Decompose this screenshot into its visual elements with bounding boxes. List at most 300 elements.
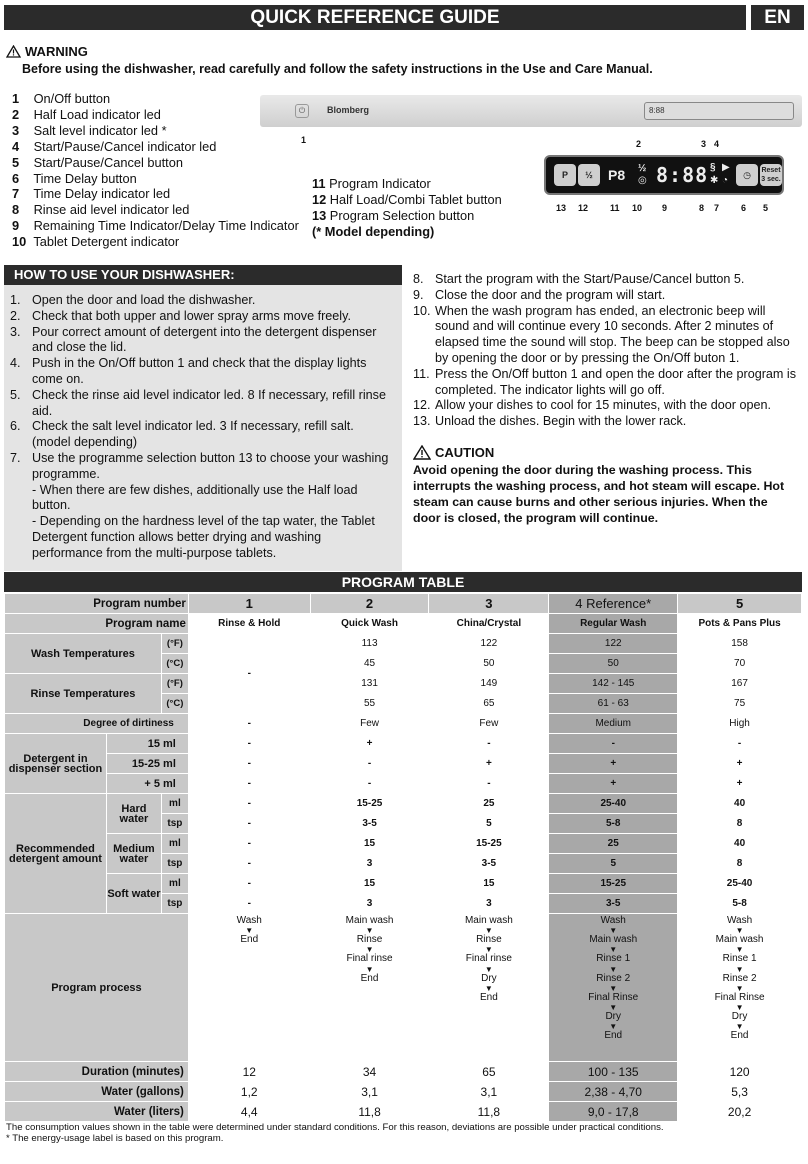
delay-led-icon: ◔ — [722, 175, 729, 186]
legend-number: 6 — [12, 170, 20, 186]
howto-step — [413, 288, 803, 304]
process-step: Rinse 1 — [596, 953, 631, 965]
legend-text: Time Delay button — [33, 170, 137, 186]
power-icon: ⏻ — [295, 104, 309, 118]
legend-text: Start/Pause/Cancel indicator led — [33, 138, 217, 154]
warning-text: Before using the dishwasher, read carefully and follow the safety instructions in the Use and Care Manual. — [22, 62, 653, 76]
legend-number: 4 — [12, 138, 20, 154]
step-text: Check the rinse aid level indicator led. 8 If necessary, refill rinse aid. — [32, 387, 386, 418]
table-cell: Program number — [5, 594, 189, 614]
table-row — [5, 594, 802, 614]
table-cell: 15-25 — [310, 794, 429, 814]
process-step: Main wash — [464, 915, 513, 926]
table-cell: - — [188, 834, 310, 854]
legend-number: 5 — [12, 154, 20, 170]
table-cell: 50 — [549, 654, 678, 674]
table-cell: 3 — [429, 594, 549, 614]
step-text: Unload the dishes. Begin with the lower rack. — [435, 414, 687, 429]
display-illustration — [544, 155, 784, 195]
table-row — [5, 674, 802, 694]
down-arrow-icon: ▼ — [735, 926, 744, 936]
step-number: 1. — [10, 293, 21, 307]
table-cell: 5 — [429, 814, 549, 834]
table-cell: - — [188, 774, 310, 794]
table-row — [5, 614, 802, 634]
table-cell: 122 — [549, 634, 678, 654]
footnote-1: The consumption values shown in the table were determined under standard conditions. For this reason, deviations are possible under practical conditions. — [6, 1122, 664, 1133]
legend-text: Half Load indicator led — [33, 106, 161, 122]
table-cell: 15 ml — [106, 734, 188, 754]
caution-title — [413, 445, 494, 460]
callout-11: 11 — [610, 203, 620, 213]
legend-number: 3 — [12, 122, 20, 138]
table-cell: 3-5 — [549, 894, 678, 914]
table-row — [5, 834, 802, 854]
table-cell: 15 — [310, 874, 429, 894]
time-digits: 8:88 — [656, 163, 709, 187]
table-cell: High — [678, 714, 802, 734]
step-number: 13. — [413, 414, 431, 429]
table-cell: 120 — [678, 1062, 802, 1082]
table-cell: - — [188, 714, 310, 734]
step-text: Allow your dishes to cool for 15 minutes, with the door open. — [435, 398, 772, 413]
mini-display — [644, 102, 794, 120]
table-cell: 65 — [429, 1062, 549, 1082]
legend-item — [12, 171, 299, 187]
table-cell: 65 — [429, 694, 549, 714]
program-process-cell — [310, 914, 429, 1062]
legend-item — [312, 192, 502, 208]
callout-2: 2 — [636, 139, 642, 149]
table-cell: (°C) — [161, 654, 188, 674]
step-number: 5. — [10, 387, 21, 402]
step-number: 7. — [10, 450, 21, 465]
process-step: End — [604, 1030, 623, 1042]
process-step: Wash — [726, 915, 753, 926]
table-cell: - — [188, 794, 310, 814]
table-cell: 20,2 — [678, 1102, 802, 1122]
table-cell: + — [310, 734, 429, 754]
callout-5: 5 — [763, 203, 769, 213]
language-badge: EN — [751, 5, 804, 30]
table-cell: - — [188, 814, 310, 834]
howto-step — [413, 272, 803, 288]
table-cell: Duration (minutes) — [5, 1062, 189, 1082]
legend-list-2 — [312, 176, 502, 240]
step-number: 3. — [10, 324, 21, 339]
table-cell: 167 — [678, 674, 802, 694]
step-text: - Depending on the hardness level of the tap water, the Tablet Detergent function allows better drying and washing performance from the multi-purpose tablets. — [32, 514, 375, 560]
warning-label: WARNING — [25, 44, 88, 59]
table-cell: 1,2 — [188, 1082, 310, 1102]
table-cell: + — [429, 754, 549, 774]
legend-text: Half Load/Combi Tablet button — [329, 191, 502, 207]
callout-1: 1 — [301, 135, 307, 145]
table-cell: 8 — [678, 854, 802, 874]
process-step: Final Rinse — [714, 991, 765, 1003]
down-arrow-icon: ▼ — [365, 945, 374, 955]
table-cell: 25-40 — [549, 794, 678, 814]
table-cell: 100 - 135 — [549, 1062, 678, 1082]
process-step: End — [240, 934, 259, 946]
table-cell: Rinse Temperatures — [5, 674, 162, 714]
table-cell: 3-5 — [429, 854, 549, 874]
table-cell: (°C) — [161, 694, 188, 714]
caution-triangle-icon — [413, 445, 431, 460]
table-cell: 9,0 - 17,8 — [549, 1102, 678, 1122]
table-cell: - — [188, 854, 310, 874]
table-cell: - — [188, 634, 310, 714]
process-step: Final rinse — [465, 953, 512, 965]
step-text: Use the programme selection button 13 to choose your washing programme. — [32, 450, 389, 481]
table-row — [5, 634, 802, 654]
table-cell: China/Crystal — [429, 614, 549, 634]
legend-item — [312, 176, 502, 192]
legend-text: Program Indicator — [329, 176, 431, 191]
legend-item — [12, 202, 299, 218]
control-panel-illustration — [260, 95, 802, 127]
table-cell: 40 — [678, 794, 802, 814]
table-cell: 131 — [310, 674, 429, 694]
legend-text: Start/Pause/Cancel button — [33, 154, 183, 170]
table-cell: 3 — [429, 894, 549, 914]
table-cell: 5-8 — [678, 894, 802, 914]
process-step: Dry — [481, 972, 497, 984]
table-cell: 75 — [678, 694, 802, 714]
table-row — [5, 734, 802, 754]
table-cell: Quick Wash — [310, 614, 429, 634]
callout-10: 10 — [632, 203, 643, 213]
callout-4: 4 — [714, 139, 720, 149]
step-text: Check that both upper and lower spray arms move freely. — [32, 308, 351, 323]
warning-title — [6, 44, 88, 59]
table-cell: (°F) — [161, 674, 188, 694]
legend-item — [12, 234, 299, 250]
table-cell: ml — [161, 794, 188, 814]
callout-12: 12 — [578, 203, 589, 213]
table-cell: Degree of dirtiness — [5, 714, 189, 734]
table-row — [5, 1082, 802, 1102]
down-arrow-icon: ▼ — [365, 926, 374, 936]
table-cell: 15-25 — [429, 834, 549, 854]
callout-9: 9 — [662, 203, 668, 213]
warning-triangle-icon — [6, 45, 21, 58]
table-cell: - — [310, 754, 429, 774]
callout-13: 13 — [556, 203, 567, 213]
table-cell: Program name — [5, 614, 189, 634]
howto-step — [10, 483, 395, 515]
table-cell: + — [678, 774, 802, 794]
howto-step — [10, 309, 395, 325]
table-cell: - — [188, 734, 310, 754]
table-cell: 158 — [678, 634, 802, 654]
table-cell: 4 Reference* — [549, 594, 678, 614]
table-cell: 15-25 — [549, 874, 678, 894]
table-row — [5, 914, 802, 1062]
howto-step — [10, 356, 395, 388]
process-step: Rinse 2 — [596, 972, 631, 984]
legend-number: 8 — [12, 202, 20, 218]
program-process-cell — [429, 914, 549, 1062]
caution-label: CAUTION — [435, 445, 495, 460]
table-cell: + — [678, 754, 802, 774]
table-cell: 12 — [188, 1062, 310, 1082]
table-cell: - — [310, 774, 429, 794]
legend-number: 11 — [312, 176, 326, 191]
process-step: Wash — [236, 915, 262, 926]
brand-logo: Blomberg — [327, 105, 370, 115]
table-cell: Regular Wash — [549, 614, 678, 634]
table-cell: - — [429, 774, 549, 794]
table-cell: 3 — [310, 894, 429, 914]
legend-number: 10 — [12, 234, 27, 250]
legend-item — [312, 208, 502, 224]
step-text: Start the program with the Start/Pause/Cancel button 5. — [435, 272, 745, 286]
step-number: 9. — [413, 287, 424, 302]
table-cell: 15 — [310, 834, 429, 854]
table-cell: Hard water — [106, 794, 161, 834]
legend-text: Remaining Time Indicator/Delay Time Indicator — [33, 218, 299, 234]
step-text: Push in the On/Off button 1 and check that the display lights come on. — [32, 356, 367, 386]
table-cell: 122 — [429, 634, 549, 654]
process-step: End — [730, 1030, 749, 1042]
callout-7: 7 — [714, 203, 720, 213]
table-cell: Medium — [549, 714, 678, 734]
table-cell: - — [188, 894, 310, 914]
table-cell: 113 — [310, 634, 429, 654]
footnote-2: * The energy-usage label is based on this program. — [6, 1133, 224, 1144]
table-cell: 5,3 — [678, 1082, 802, 1102]
step-text: Check the salt level indicator led. 3 If necessary, refill salt. (model depending) — [32, 419, 354, 450]
table-row — [5, 794, 802, 814]
table-cell: Pots & Pans Plus — [678, 614, 802, 634]
table-cell: Detergent in dispenser section — [5, 734, 107, 794]
legend-number: 1 — [12, 91, 20, 106]
down-arrow-icon: ▼ — [609, 1003, 618, 1013]
down-arrow-icon: ▼ — [609, 983, 618, 993]
legend-number: 2 — [12, 106, 20, 122]
legend-number: 7 — [12, 186, 20, 202]
program-table — [4, 593, 802, 1122]
program-process-cell — [549, 914, 678, 1062]
process-step: End — [479, 991, 498, 1003]
table-cell: ml — [161, 834, 188, 854]
program-indicator: P8 — [608, 167, 626, 183]
table-row — [5, 874, 802, 894]
table-cell: Medium water — [106, 834, 161, 874]
table-cell: (°F) — [161, 634, 188, 654]
table-cell: - — [549, 734, 678, 754]
legend-number: 9 — [12, 218, 20, 234]
table-cell: 2,38 - 4,70 — [549, 1082, 678, 1102]
howto-steps-left — [10, 293, 395, 562]
step-number — [10, 483, 32, 515]
half-load-led: ½ — [638, 163, 647, 174]
table-cell: 45 — [310, 654, 429, 674]
program-button-icon: P — [554, 164, 576, 186]
table-cell: - — [678, 734, 802, 754]
legend-item — [12, 155, 299, 171]
program-process-cell — [188, 914, 310, 1062]
process-step: Main wash — [345, 915, 394, 926]
table-cell: 25-40 — [678, 874, 802, 894]
table-cell: 34 — [310, 1062, 429, 1082]
legend-text: Time Delay indicator led — [33, 186, 171, 202]
table-cell: 3,1 — [429, 1082, 549, 1102]
legend-item — [12, 218, 299, 234]
legend-number: 13 — [312, 207, 327, 223]
half-load-button-icon: ½ — [578, 164, 600, 186]
caution-text: Avoid opening the door during the washing process. This interrupts the washing process, and hot steam will escape. Hot steam can cause burns and other serious injuries. When the door is closed, the program will continue. — [413, 463, 785, 525]
step-number: 11. — [413, 366, 430, 381]
start-led-icon: ▶ — [722, 162, 730, 173]
legend-list — [12, 91, 299, 250]
callout-6: 6 — [741, 203, 747, 213]
howto-step — [10, 388, 395, 420]
step-text: - When there are few dishes, additionally use the Half load button. — [32, 482, 358, 513]
table-cell: 70 — [678, 654, 802, 674]
program-table-title: PROGRAM TABLE — [4, 572, 802, 592]
legend-text: Rinse aid level indicator led — [33, 202, 190, 218]
program-process-cell — [678, 914, 802, 1062]
rinse-aid-led-icon: ✱ — [710, 175, 719, 186]
process-step: Rinse — [356, 934, 383, 946]
table-cell: tsp — [161, 854, 188, 874]
table-cell: 3,1 — [310, 1082, 429, 1102]
process-step: Main wash — [715, 934, 764, 946]
howto-step — [413, 398, 803, 414]
legend-text: Tablet Detergent indicator — [33, 234, 180, 250]
howto-step — [10, 451, 395, 483]
table-cell: - — [429, 734, 549, 754]
step-number: 4. — [10, 356, 21, 371]
table-row — [5, 774, 802, 794]
table-cell: + 5 ml — [106, 774, 188, 794]
down-arrow-icon: ▼ — [735, 1022, 744, 1032]
step-number: 8. — [413, 272, 424, 286]
table-cell: Program process — [5, 914, 189, 1062]
down-arrow-icon: ▼ — [735, 945, 744, 955]
callout-3: 3 — [701, 139, 707, 149]
table-cell: 5 — [678, 594, 802, 614]
time-delay-button-icon: ◷ — [736, 164, 758, 186]
legend-text: Salt level indicator led * — [33, 122, 167, 138]
mini-digits: 8:88 — [649, 106, 665, 115]
step-text: When the wash program has ended, an electronic beep will sound and will continue every 10 seconds. After 2 minutes of elapsed time the sound will stop. The beep can be stopped also by opening the door or by pressing the On/Off buton 1. — [435, 303, 790, 365]
process-step: Final rinse — [346, 953, 393, 965]
table-cell: 25 — [429, 794, 549, 814]
table-cell: tsp — [161, 814, 188, 834]
salt-led-icon: § — [710, 162, 716, 173]
howto-steps-right — [413, 272, 803, 430]
table-cell: Soft water — [106, 874, 161, 914]
step-number: 2. — [10, 308, 21, 323]
legend-note: (* Model depending) — [312, 223, 435, 239]
table-row — [5, 1062, 802, 1082]
callout-8: 8 — [699, 203, 705, 213]
table-cell: Few — [310, 714, 429, 734]
table-cell: + — [549, 754, 678, 774]
tablet-led-icon: ◎ — [638, 175, 647, 186]
process-step: Dry — [605, 1011, 622, 1023]
process-step: Rinse 2 — [722, 972, 757, 984]
step-number: 10. — [413, 303, 431, 318]
step-text: Press the On/Off button 1 and open the door after the program is completed. The indicator lights will go off. — [435, 366, 797, 397]
step-text: Close the door and the program will start. — [435, 287, 666, 302]
legend-item — [12, 91, 299, 107]
table-cell: Few — [429, 714, 549, 734]
table-cell: 15-25 ml — [106, 754, 188, 774]
down-arrow-icon: ▼ — [735, 1003, 744, 1013]
table-cell: 5 — [549, 854, 678, 874]
howto-step — [413, 367, 803, 399]
table-cell: 2 — [310, 594, 429, 614]
howto-title: HOW TO USE YOUR DISHWASHER: — [4, 265, 402, 285]
table-cell: 61 - 63 — [549, 694, 678, 714]
table-cell: 15 — [429, 874, 549, 894]
legend-item — [12, 139, 299, 155]
table-cell: + — [549, 774, 678, 794]
legend-number: 12 — [312, 191, 327, 207]
step-text: Open the door and load the dishwasher. — [32, 293, 256, 307]
down-arrow-icon: ▼ — [484, 964, 493, 974]
legend-text: On/Off button — [33, 91, 111, 106]
down-arrow-icon: ▼ — [735, 964, 744, 974]
howto-step — [10, 514, 395, 561]
down-arrow-icon: ▼ — [484, 983, 493, 993]
down-arrow-icon: ▼ — [609, 1022, 618, 1032]
table-cell: 3 — [310, 854, 429, 874]
step-number: 6. — [10, 419, 21, 434]
table-cell: tsp — [161, 894, 188, 914]
process-step: Rinse — [476, 934, 502, 946]
table-cell: 50 — [429, 654, 549, 674]
legend-item — [12, 123, 299, 139]
down-arrow-icon: ▼ — [609, 964, 618, 974]
table-row — [5, 1102, 802, 1122]
legend-item — [12, 107, 299, 123]
table-cell: - — [188, 874, 310, 894]
process-step: Dry — [731, 1011, 748, 1023]
table-cell: - — [188, 754, 310, 774]
down-arrow-icon: ▼ — [365, 964, 374, 974]
table-cell: Recommended detergent amount — [5, 794, 107, 914]
legend-text: Program Selection button — [329, 207, 475, 223]
table-cell: 5-8 — [549, 814, 678, 834]
down-arrow-icon: ▼ — [735, 983, 744, 993]
howto-step — [10, 293, 395, 309]
footnotes — [6, 1122, 664, 1144]
table-cell: 25 — [549, 834, 678, 854]
process-step: Wash — [600, 915, 626, 926]
process-step: Main wash — [589, 934, 638, 946]
howto-step — [413, 304, 803, 367]
table-cell: Rinse & Hold — [188, 614, 310, 634]
table-cell: 149 — [429, 674, 549, 694]
table-cell: Water (liters) — [5, 1102, 189, 1122]
table-cell: 4,4 — [188, 1102, 310, 1122]
down-arrow-icon: ▼ — [609, 926, 618, 936]
table-cell: 11,8 — [429, 1102, 549, 1122]
process-step: Rinse 1 — [722, 953, 757, 965]
table-cell: ml — [161, 874, 188, 894]
table-cell: Wash Temperatures — [5, 634, 162, 674]
howto-step — [413, 414, 803, 430]
table-cell: 11,8 — [310, 1102, 429, 1122]
step-number: 12. — [413, 398, 431, 413]
step-text: Pour correct amount of detergent into the detergent dispenser and close the lid. — [32, 324, 377, 355]
table-row — [5, 754, 802, 774]
